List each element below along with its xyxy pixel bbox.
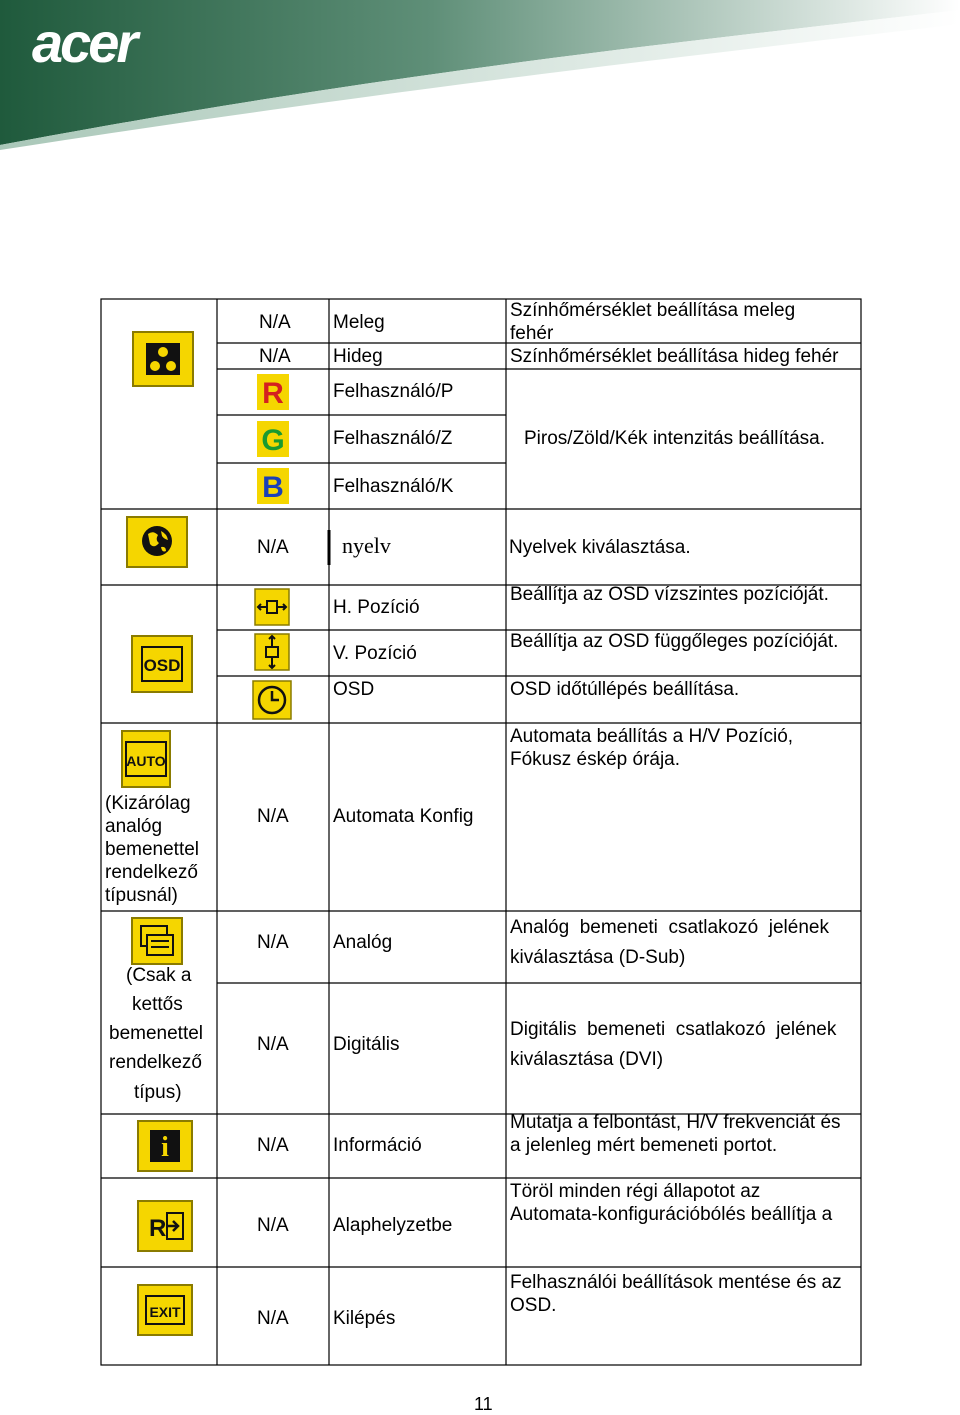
auto-desc-line1: Automata beállítás a H/V Pozíció,: [510, 726, 794, 747]
info-name: Információ: [333, 1135, 422, 1156]
warm-desc-line2: fehér: [510, 323, 554, 344]
osd-timeout-clock-icon: [252, 680, 292, 720]
svg-text:R: R: [149, 1215, 167, 1242]
digital-desc-line1: Digitális bemeneti csatlakozó jelének: [510, 1019, 837, 1040]
acer-logo: acer: [32, 11, 136, 74]
auto-adjust: N/A: [257, 806, 289, 827]
cool-adjust: N/A: [259, 346, 291, 367]
green-g-icon: [257, 421, 289, 457]
info-desc-line2: a jelenleg mért bemeneti portot.: [510, 1135, 778, 1156]
dual-note-line4: rendelkező: [109, 1052, 202, 1073]
dual-note-line1: (Csak a: [126, 965, 192, 986]
auto-config-icon: [121, 730, 171, 788]
info-desc-line1: Mutatja a felbontást, H/V frekvenciát és: [510, 1112, 841, 1133]
osd-icon-letters: OSD: [143, 656, 181, 675]
blue-b-icon: [257, 468, 289, 504]
language-globe-icon: [126, 516, 188, 568]
auto-note-line1: (Kizárólag: [105, 793, 191, 814]
auto-icon-letters: AUTO: [126, 753, 166, 769]
digital-desc-line2: kiválasztása (DVI): [510, 1049, 664, 1070]
h-position-desc: Beállítja az OSD vízszintes pozícióját.: [510, 584, 829, 605]
language-desc: Nyelvek kiválasztása.: [509, 537, 691, 558]
osd-timeout-desc: OSD időtúllépés beállítása.: [510, 679, 740, 700]
user-green-name: Felhasználó/Z: [333, 428, 453, 449]
auto-note-line4: rendelkező: [105, 862, 198, 883]
digital-name: Digitális: [333, 1034, 400, 1055]
dual-note-line3: bemenettel: [109, 1023, 204, 1044]
dual-note-line5: típus): [134, 1082, 182, 1103]
h-position-name: H. Pozíció: [333, 597, 420, 618]
exit-name: Kilépés: [333, 1308, 396, 1329]
information-icon: [137, 1120, 193, 1172]
digital-adjust: N/A: [257, 1034, 289, 1055]
exit-icon-letters: EXIT: [149, 1304, 181, 1320]
user-rgb-desc: Piros/Zöld/Kék intenzitás beállítása.: [524, 428, 825, 449]
svg-text:R: R: [262, 377, 284, 410]
analog-desc-line1: Analóg bemeneti csatlakozó jelének: [510, 917, 829, 938]
page-number: 11: [474, 1394, 493, 1414]
auto-name: Automata Konfig: [333, 806, 474, 827]
info-icon-letter: i: [161, 1132, 169, 1163]
v-position-icon: [254, 633, 290, 671]
exit-desc-line1: Felhasználói beállítások mentése és az: [510, 1272, 842, 1293]
auto-note-line2: analóg: [105, 816, 163, 837]
analog-name: Analóg: [333, 932, 393, 953]
reset-name: Alaphelyzetbe: [333, 1215, 453, 1236]
exit-adjust: N/A: [257, 1308, 289, 1329]
reset-desc-line1: Töröl minden régi állapotot az: [510, 1181, 761, 1202]
svg-text:G: G: [261, 424, 285, 457]
h-position-icon: [254, 588, 290, 626]
reset-desc-line2: Automata-konfigurációbólés beállítja a: [510, 1204, 833, 1225]
dual-note-line2: kettős: [132, 994, 183, 1015]
auto-note-line3: bemenettel: [105, 839, 200, 860]
exit-desc-line2: OSD.: [510, 1295, 557, 1316]
v-position-name: V. Pozíció: [333, 643, 417, 664]
auto-desc-line2: Fókusz éskép órája.: [510, 749, 681, 770]
user-red-name: Felhasználó/P: [333, 381, 454, 402]
info-adjust: N/A: [257, 1135, 289, 1156]
warm-name: Meleg: [333, 312, 385, 333]
reset-icon: [137, 1200, 193, 1252]
warm-adjust: N/A: [259, 312, 291, 333]
language-name: nyelv: [342, 533, 391, 558]
exit-icon: [137, 1284, 193, 1336]
red-r-icon: [257, 374, 289, 410]
osd-timeout-name: OSD: [333, 679, 375, 700]
v-position-desc: Beállítja az OSD függőleges pozícióját.: [510, 631, 839, 652]
user-blue-name: Felhasználó/K: [333, 476, 454, 497]
auto-note-line5: típusnál): [105, 885, 178, 906]
color-temperature-icon: [132, 331, 194, 387]
reset-adjust: N/A: [257, 1215, 289, 1236]
language-adjust: N/A: [257, 537, 289, 558]
cool-name: Hideg: [333, 346, 383, 367]
cool-desc: Színhőmérséklet beállítása hideg fehér: [510, 346, 839, 367]
analog-adjust: N/A: [257, 932, 289, 953]
osd-icon: [131, 635, 193, 693]
svg-text:B: B: [262, 471, 284, 504]
analog-desc-line2: kiválasztása (D-Sub): [510, 947, 686, 968]
input-select-icon: [131, 917, 183, 965]
warm-desc-line1: Színhőmérséklet beállítása meleg: [510, 300, 796, 321]
